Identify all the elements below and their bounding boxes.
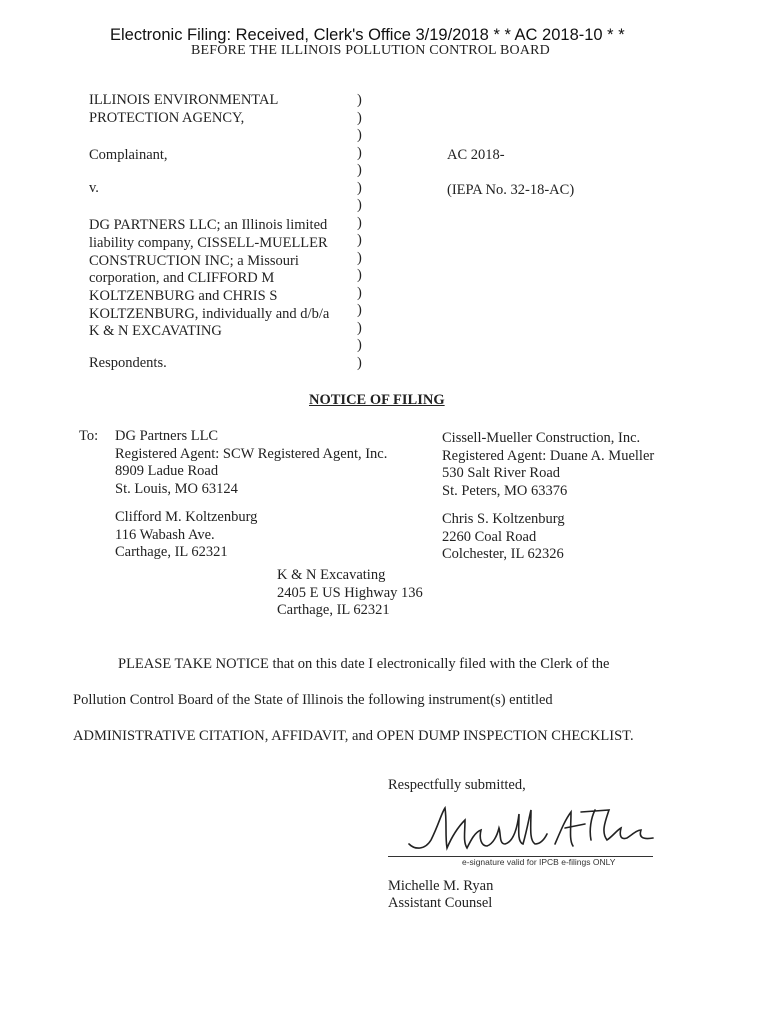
complainant-name-line-1: ILLINOIS ENVIRONMENTAL	[89, 92, 279, 108]
respondents-label: Respondents.	[89, 355, 167, 371]
address-dg-line-1: DG Partners LLC	[115, 428, 219, 444]
complainant-label: Complainant,	[89, 147, 168, 163]
respondent-line-4: corporation, and CLIFFORD M	[89, 270, 275, 286]
address-cissell-line-2: Registered Agent: Duane A. Mueller	[442, 448, 655, 464]
address-chris-line-2: 2260 Coal Road	[442, 529, 537, 545]
respondent-line-7: K & N EXCAVATING	[89, 323, 222, 339]
signer-name: Michelle M. Ryan	[388, 878, 494, 894]
handwritten-signature	[395, 800, 665, 862]
address-chris-line-1: Chris S. Koltzenburg	[442, 511, 565, 527]
notice-title: NOTICE OF FILING	[309, 392, 445, 408]
respondent-line-3: CONSTRUCTION INC; a Missouri	[89, 253, 299, 269]
address-chris-line-3: Colchester, IL 62326	[442, 546, 564, 562]
address-cissell-line-4: St. Peters, MO 63376	[442, 483, 568, 499]
address-cissell-line-3: 530 Salt River Road	[442, 465, 561, 481]
caption-parentheses: ) ) ) ) ) ) ) ) ) ) ) ) ) ) ) )	[357, 92, 362, 371]
iepa-number: (IEPA No. 32-18-AC)	[447, 182, 575, 198]
respondent-line-5: KOLTZENBURG and CHRIS S	[89, 288, 278, 304]
respondent-line-6: KOLTZENBURG, individually and d/b/a	[89, 306, 330, 322]
address-dg-line-2: Registered Agent: SCW Registered Agent, Inc.	[115, 446, 388, 462]
board-header: BEFORE THE ILLINOIS POLLUTION CONTROL BOARD	[191, 43, 550, 58]
address-kn-line-2: 2405 E US Highway 136	[277, 585, 423, 601]
signer-title: Assistant Counsel	[388, 895, 493, 911]
respondent-line-1: DG PARTNERS LLC; an Illinois limited	[89, 217, 328, 233]
address-kn-line-1: K & N Excavating	[277, 567, 386, 583]
filing-stamp: Electronic Filing: Received, Clerk's Office 3/19/2018 * * AC 2018-10 * *	[110, 26, 625, 44]
address-dg-line-3: 8909 Ladue Road	[115, 463, 219, 479]
address-clifford-line-1: Clifford M. Koltzenburg	[115, 509, 258, 525]
address-kn-line-3: Carthage, IL 62321	[277, 602, 390, 618]
esignature-note: e-signature valid for IPCB e-filings ONLY	[462, 857, 616, 867]
address-clifford-line-3: Carthage, IL 62321	[115, 544, 228, 560]
body-line-2: Pollution Control Board of the State of Illinois the following instrument(s) entitled	[73, 692, 553, 708]
closing: Respectfully submitted,	[388, 777, 526, 793]
body-line-3: ADMINISTRATIVE CITATION, AFFIDAVIT, and OPEN DUMP INSPECTION CHECKLIST.	[73, 728, 634, 744]
case-number: AC 2018-	[447, 147, 505, 163]
complainant-name-line-2: PROTECTION AGENCY,	[89, 110, 245, 126]
respondent-line-2: liability company, CISSELL-MUELLER	[89, 235, 328, 251]
to-label: To:	[79, 428, 99, 444]
address-clifford-line-2: 116 Wabash Ave.	[115, 527, 215, 543]
address-dg-line-4: St. Louis, MO 63124	[115, 481, 238, 497]
versus-label: v.	[89, 180, 99, 196]
body-line-1: PLEASE TAKE NOTICE that on this date I electronically filed with the Clerk of the	[118, 656, 610, 672]
address-cissell-line-1: Cissell-Mueller Construction, Inc.	[442, 430, 641, 446]
